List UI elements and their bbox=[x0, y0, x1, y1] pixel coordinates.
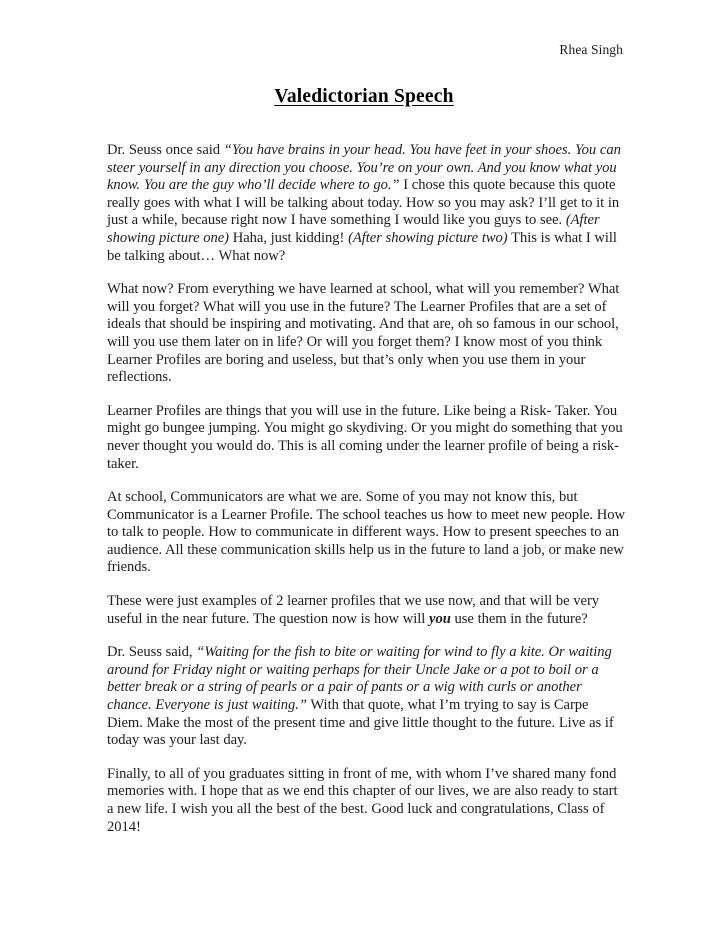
paragraph-p6-carpe-diem bbox=[107, 644, 625, 750]
document-body bbox=[107, 142, 625, 836]
text-run: With that quote, what I’m trying to say is Carpe Diem. Make the most of the present time and give little thought to the future. Live as if today was your last day. bbox=[107, 697, 614, 749]
paragraph-p7-closing bbox=[107, 766, 625, 836]
text-run: At school, Communicators are what we are. Some of you may not know this, but Communicator is a Learner Profile. The school teaches us how to meet new people. How to talk to people. How to communicate in different ways. How to present speeches to an audience. All these communication skills help us in the future to land a job, or make new friends. bbox=[107, 489, 625, 576]
italic-run: (After showing picture two) bbox=[348, 229, 508, 246]
italic-run: (After showing picture one) bbox=[107, 212, 600, 246]
author-name-header: Rhea Singh bbox=[559, 42, 623, 57]
text-run: Finally, to all of you graduates sitting in front of me, with whom I’ve shared many fond memories with. I hope that as we end this chapter of our lives, we are also ready to start a new life. I wish you all the best of the best. Good luck and congratulations, Class of 2014! bbox=[107, 765, 618, 835]
text-run: use them in the future? bbox=[450, 610, 588, 627]
italic-run: “Waiting for the fish to bite or waiting for wind to fly a kite. Or waiting around for Friday night or waiting perhaps for their Uncle Jake or a pot to boil or a better break or a string of pearls or a pair of pants or a wig with curls or another chance. Everyone is just waiting.” bbox=[107, 644, 612, 714]
italic-run: “You have brains in your head. You have feet in your shoes. You can steer yourself in any direction you choose. You’re on your own. And you know what you know. You are the guy who’ll decide where to go.” bbox=[107, 142, 621, 194]
bold-italic-run: you bbox=[429, 610, 451, 627]
paragraph-p5-question bbox=[107, 593, 625, 628]
text-run: These were just examples of 2 learner profiles that we use now, and that will be very useful in the near future. The question now is how will bbox=[107, 593, 600, 627]
text-run: Dr. Seuss said, bbox=[107, 644, 197, 661]
text-run: This is what I will be talking about… What now? bbox=[107, 229, 617, 264]
paragraph-p1-intro-quote bbox=[107, 142, 625, 265]
text-run: Haha, just kidding! bbox=[228, 229, 349, 246]
text-run: What now? From everything we have learned at school, what will you remember? What will you forget? What will you use in the future? The Learner Profiles that are a set of ideals that should be inspiring and motivating. And that are, oh so famous in our school, will you use them later on in life? Or will you forget them? I know most of you think Learner Profiles are boring and useless, but that’s only when you use them in your reflections. bbox=[107, 281, 620, 386]
text-run: Learner Profiles are things that you will use in the future. Like being a Risk- Taker. You might go bungee jumping. You might go skydiving. Or you might do something that you never thought you would do. This is all coming under the learner profile of being a risk-taker. bbox=[107, 402, 623, 472]
text-run: I chose this quote because this quote really goes with what I will be talking about today. How so you may ask? I’ll get to it in just a while, because right now I have something I would like you guys to see. bbox=[107, 177, 620, 229]
paragraph-p4-communicator bbox=[107, 489, 625, 577]
paragraph-p3-risk-taker bbox=[107, 403, 625, 473]
paragraph-p2-what-now bbox=[107, 281, 625, 387]
text-run: Dr. Seuss once said bbox=[107, 142, 224, 158]
page-title: Valedictorian Speech bbox=[274, 86, 454, 107]
